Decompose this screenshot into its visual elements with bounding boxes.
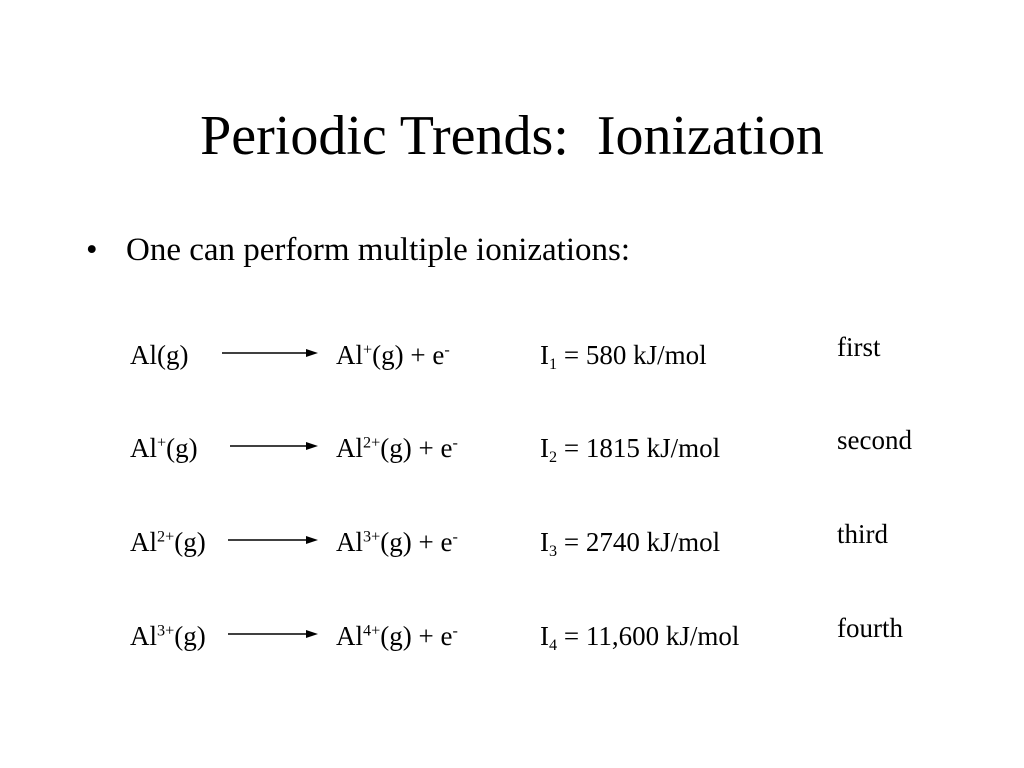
right-arrow-icon — [222, 345, 318, 361]
ionization-order: third — [837, 519, 888, 549]
ionization-order: second — [837, 425, 912, 455]
ionization-equation-2 — [0, 425, 1024, 480]
slide-title: Periodic Trends: Ionization — [200, 105, 824, 167]
product: $Al^{2+}(g) + e^-$ — [336, 433, 458, 463]
ionization-energy: $I_1 = 580$ kJ/mol — [540, 340, 707, 373]
bullet-text: One can perform multiple ionizations: — [126, 232, 631, 268]
ionization-equation-1 — [0, 332, 1024, 387]
bullet-dot-icon: • — [86, 232, 98, 268]
product: $Al^{4+}(g) + e^-$ — [336, 621, 458, 651]
ionization-order: first — [837, 332, 881, 362]
right-arrow-icon — [228, 532, 318, 548]
ionization-energy: $I_4 = 11,600$ kJ/mol — [540, 621, 740, 654]
product: Al+(g) + e- — [336, 340, 450, 370]
ionization-equation-3 — [0, 519, 1024, 574]
ionization-equation-4 — [0, 613, 1024, 668]
product: $Al^{3+}(g) + e^-$ — [336, 527, 458, 557]
ionization-energy: $I_2 = 1815$ kJ/mol — [540, 433, 721, 466]
ionization-energy: $I_3 = 2740$ kJ/mol — [540, 527, 721, 560]
reactant: $Al^{2+}(g)$ — [130, 527, 206, 557]
ionization-order: fourth — [837, 613, 903, 643]
right-arrow-icon — [230, 438, 318, 454]
reactant: Al+(g) — [130, 433, 198, 463]
bullet-item — [86, 228, 630, 272]
reactant: $Al^{3+}(g)$ — [130, 621, 206, 651]
reactant: Al(g) — [130, 340, 189, 370]
right-arrow-icon — [228, 626, 318, 642]
